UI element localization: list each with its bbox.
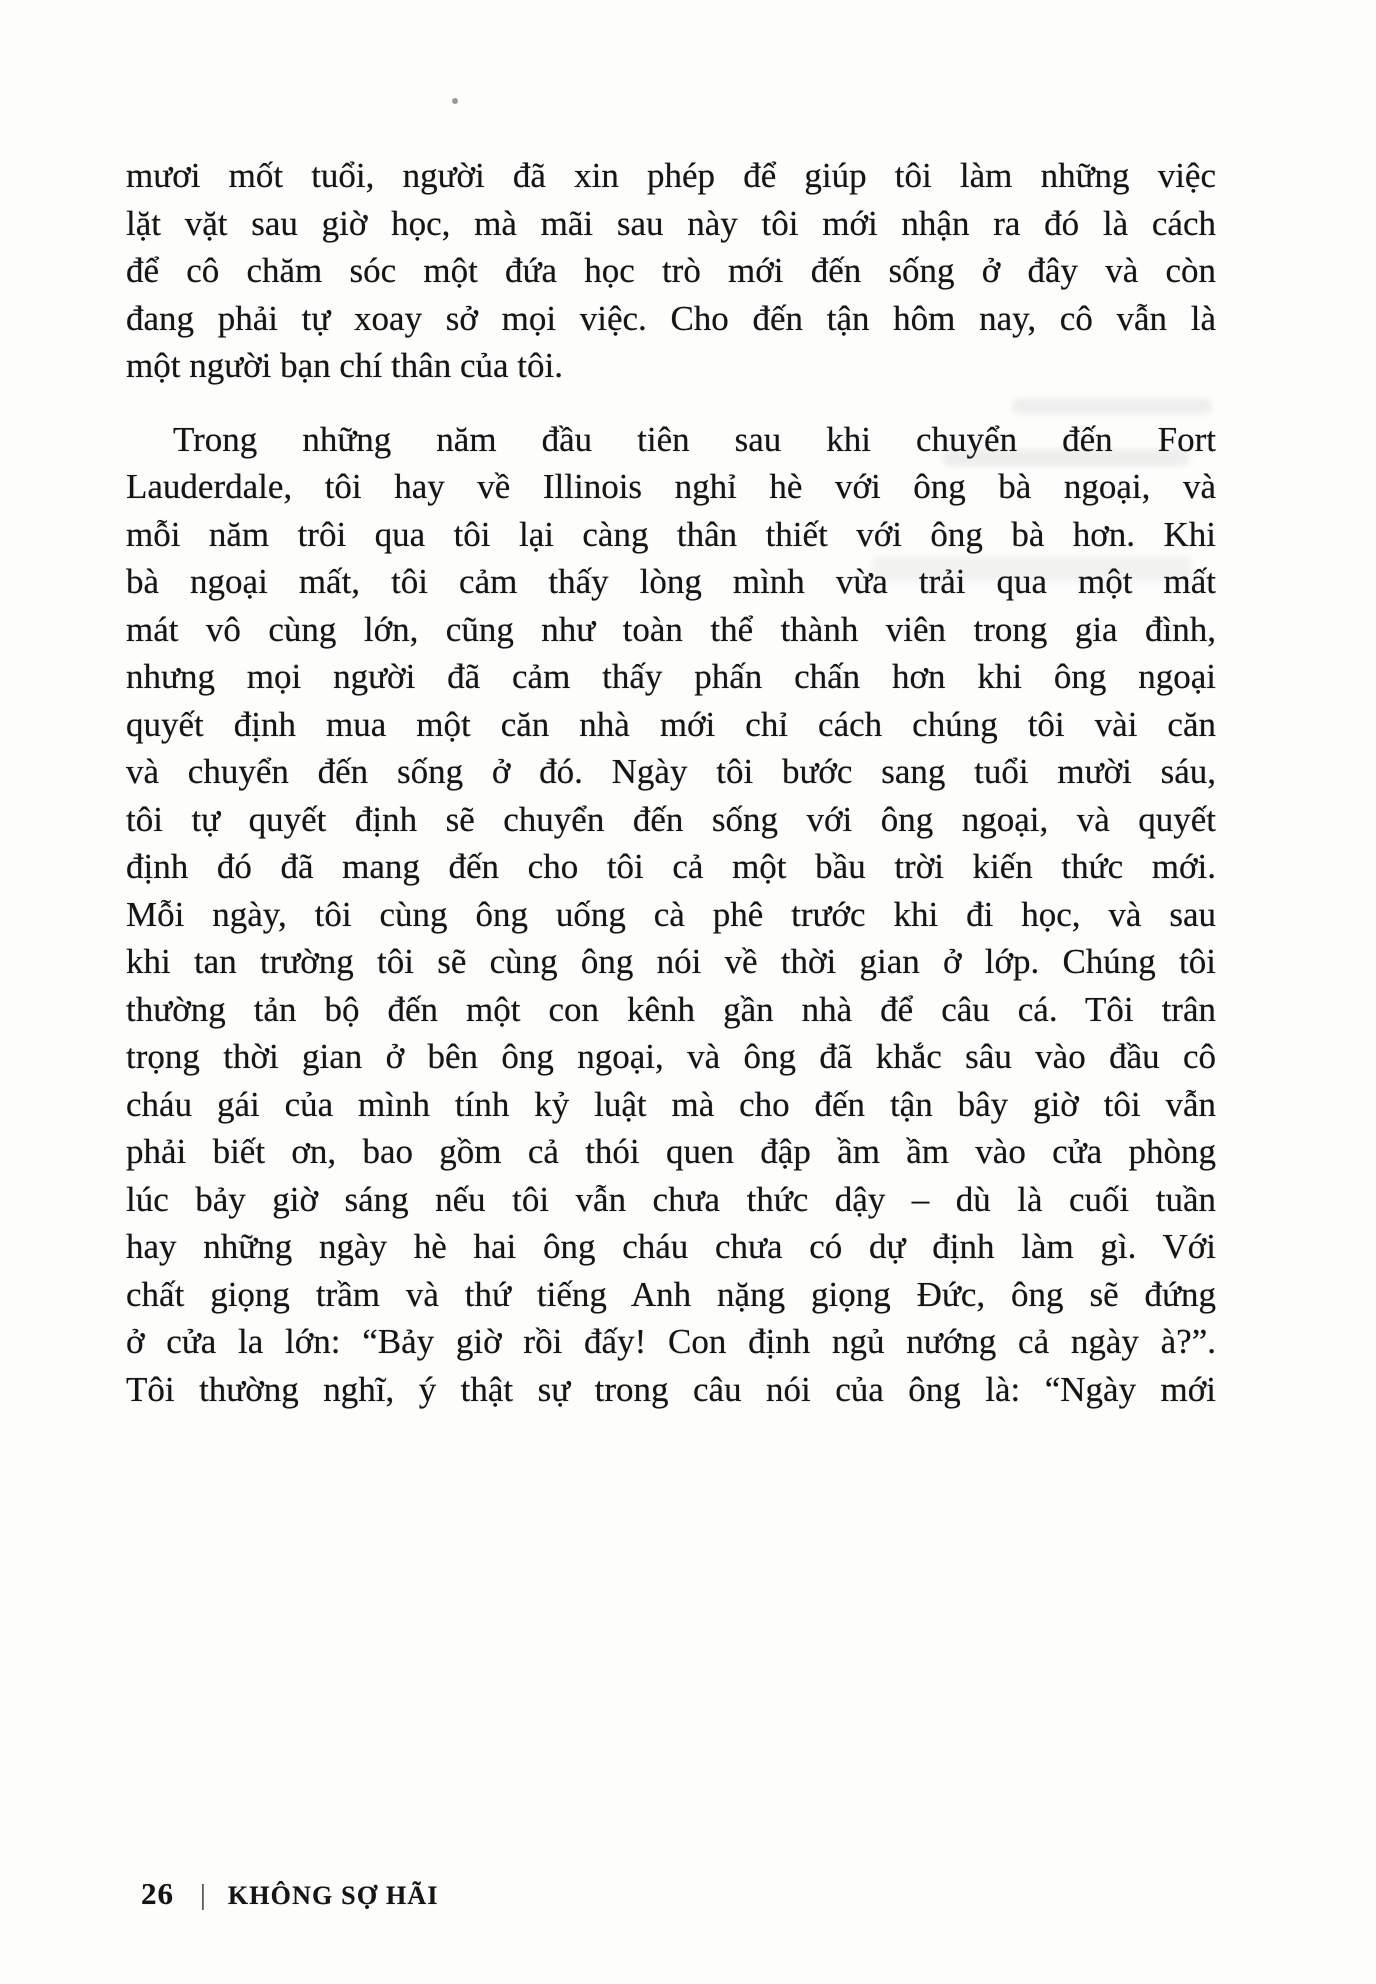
footer-separator: | <box>200 1879 206 1911</box>
text-line: và chuyển đến sống ở đó. Ngày tôi bước sang tuổi mười sáu, <box>126 752 1216 791</box>
text-line: Tôi thường nghĩ, ý thật sự trong câu nói của ông là: “Ngày mới <box>126 1369 1216 1409</box>
text-line: cháu gái của mình tính kỷ luật mà cho đến tận bây giờ tôi vẫn <box>126 1084 1216 1124</box>
body-text <box>126 152 1216 1413</box>
text-line: một người bạn chí thân của tôi. <box>126 346 563 385</box>
scan-speck <box>452 98 458 104</box>
text-line: bà ngoại mất, tôi cảm thấy lòng mình vừa trải qua một mất <box>126 562 1216 601</box>
text-line: nhưng mọi người đã cảm thấy phấn chấn hơn khi ông ngoại <box>126 657 1216 696</box>
text-line: định đó đã mang đến cho tôi cả một bầu trời kiến thức mới. <box>126 847 1216 886</box>
page-number: 26 <box>141 1876 174 1911</box>
text-line: phải biết ơn, bao gồm cả thói quen đập ầm ầm vào cửa phòng <box>126 1132 1216 1171</box>
text-line: Trong những năm đầu tiên sau khi chuyển đến Fort <box>173 419 1216 459</box>
text-line: mươi mốt tuổi, người đã xin phép để giúp tôi làm những việc <box>126 156 1216 195</box>
text-line: trọng thời gian ở bên ông ngoại, và ông đã khắc sâu vào đầu cô <box>126 1037 1216 1076</box>
text-line: Mỗi ngày, tôi cùng ông uống cà phê trước khi đi học, và sau <box>126 894 1216 934</box>
text-line: lúc bảy giờ sáng nếu tôi vẫn chưa thức dậy – dù là cuối tuần <box>126 1179 1216 1219</box>
paragraph <box>126 152 1216 390</box>
text-line: để cô chăm sóc một đứa học trò mới đến sống ở đây và còn <box>126 251 1216 290</box>
text-line: tôi tự quyết định sẽ chuyển đến sống với ông ngoại, và quyết <box>126 799 1216 839</box>
text-line: hay những ngày hè hai ông cháu chưa có dự định làm gì. Với <box>126 1227 1216 1266</box>
text-line: ở cửa la lớn: “Bảy giờ rồi đấy! Con định ngủ nướng cả ngày à?”. <box>126 1322 1216 1361</box>
text-line: mát vô cùng lớn, cũng như toàn thể thành viên trong gia đình, <box>126 609 1216 649</box>
book-title: KHÔNG SỢ HÃI <box>227 1881 439 1910</box>
text-line: đang phải tự xoay sở mọi việc. Cho đến tận hôm nay, cô vẫn là <box>126 298 1216 338</box>
text-line: chất giọng trầm và thứ tiếng Anh nặng giọng Đức, ông sẽ đứng <box>126 1274 1216 1314</box>
page-footer <box>141 1876 439 1912</box>
text-line: thường tản bộ đến một con kênh gần nhà để câu cá. Tôi trân <box>126 989 1216 1029</box>
paragraph <box>126 416 1216 1414</box>
text-line: mỗi năm trôi qua tôi lại càng thân thiết với ông bà hơn. Khi <box>126 514 1216 554</box>
text-line: khi tan trường tôi sẽ cùng ông nói về thời gian ở lớp. Chúng tôi <box>126 942 1216 981</box>
text-line: Lauderdale, tôi hay về Illinois nghỉ hè với ông bà ngoại, và <box>126 467 1216 506</box>
text-line: lặt vặt sau giờ học, mà mãi sau này tôi mới nhận ra đó là cách <box>126 203 1216 243</box>
text-line: quyết định mua một căn nhà mới chỉ cách chúng tôi vài căn <box>126 704 1216 744</box>
